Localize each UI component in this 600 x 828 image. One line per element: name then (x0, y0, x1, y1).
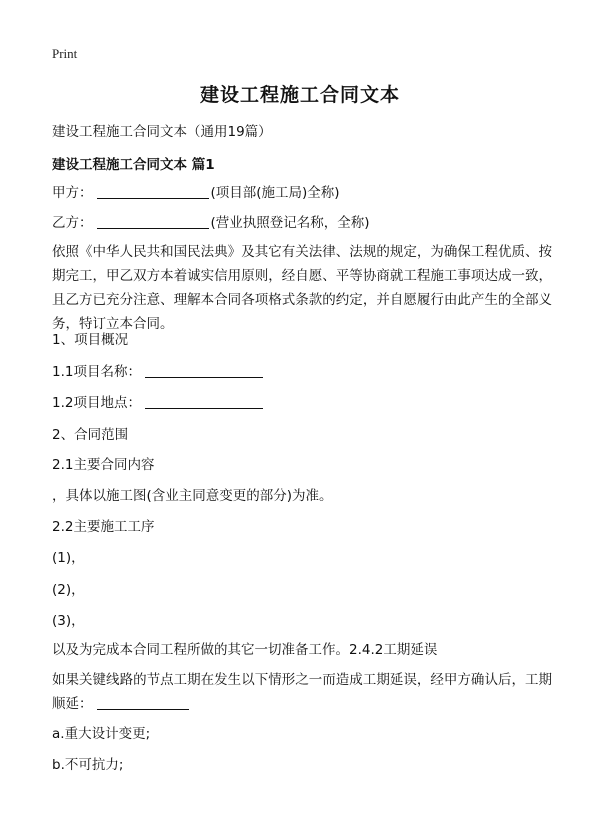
item-2-1-text: ，具体以施工图(含业主同意变更的部分)为准。 (52, 488, 333, 504)
party-a-label: 甲方： (52, 185, 93, 201)
section-heading: 建设工程施工合同文本 篇1 (52, 157, 215, 173)
case-a: a.重大设计变更; (52, 726, 151, 742)
case-b: b.不可抗力; (52, 757, 124, 773)
intro-paragraph: 依照《中华人民共和国民法典》及其它有关法律、法规的规定，为确保工程优质、按期完工，甲乙双方本着诚实信用原则，经自愿、平等协商就工程施工事项达成一致，且乙方已充分注意、理解本合同各项格式条款的约定，并自愿履行由此产生的全部义务，特订立本合同。 (52, 244, 552, 332)
item-1-1-line (52, 362, 265, 382)
document-subtitle: 建设工程施工合同文本（通用19篇） (52, 124, 272, 140)
step-3: (3)， (52, 613, 85, 629)
print-label[interactable]: Print (52, 46, 78, 61)
step-2: (2)， (52, 582, 85, 598)
party-b-label: 乙方： (52, 215, 93, 231)
item-1-1-label: 1.1项目名称： (52, 364, 141, 380)
item-1-2-line (52, 393, 265, 413)
item-2-1-heading: 2.1主要合同内容 (52, 457, 155, 473)
step-1: (1)， (52, 550, 85, 566)
item-1-2-label: 1.2项目地点： (52, 395, 141, 411)
delay-blank (97, 695, 189, 710)
party-b-line (52, 213, 370, 233)
party-b-note: (营业执照登记名称，全称) (210, 215, 370, 231)
project-name-blank (145, 363, 263, 378)
party-b-blank (97, 214, 209, 229)
item-2-2-heading: 2.2主要施工工序 (52, 519, 155, 535)
delay-text: 如果关键线路的节点工期在发生以下情形之一而造成工期延误，经甲方确认后，工期顺延： (52, 672, 552, 712)
project-location-blank (145, 394, 263, 409)
section-2-heading: 2、合同范围 (52, 427, 129, 443)
party-a-line (52, 183, 340, 203)
party-a-note: (项目部(施工局)全称) (210, 185, 340, 201)
delay-paragraph (52, 668, 552, 716)
document-title: 建设工程施工合同文本 (199, 84, 400, 106)
party-a-blank (97, 184, 209, 199)
section-1-heading: 1、项目概况 (52, 332, 129, 348)
prep-line: 以及为完成本合同工程所做的其它一切准备工作。2.4.2工期延误 (52, 642, 438, 658)
